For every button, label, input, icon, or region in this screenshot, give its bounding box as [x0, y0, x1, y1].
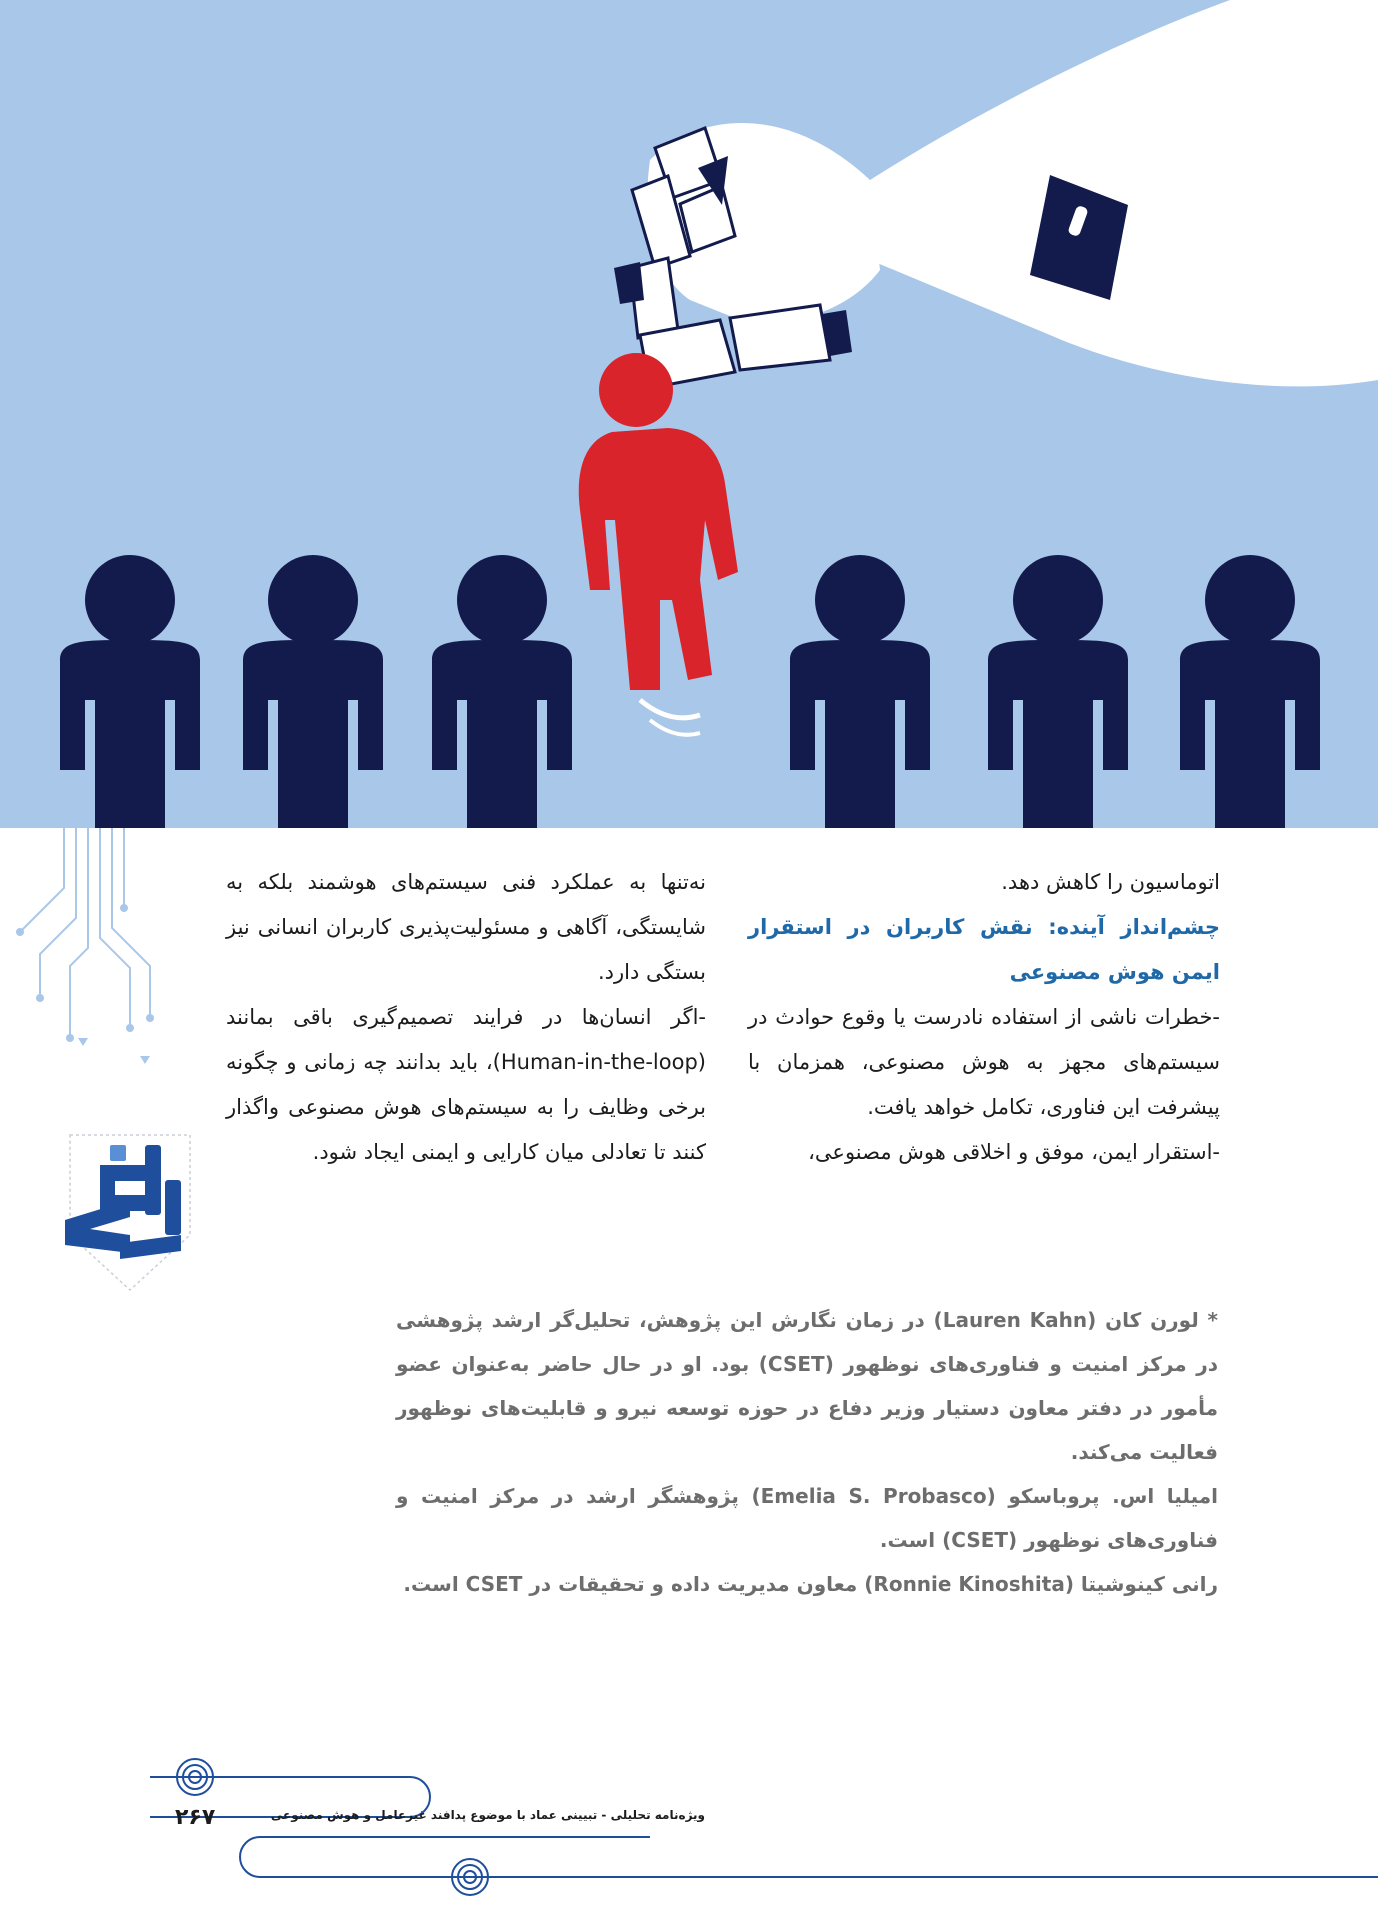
page-number: ۲۶۷ [175, 1805, 216, 1830]
paragraph: -خطرات ناشی از استفاده نادرست یا وقوع حوادث در سیستم‌های مجهز به هوش مصنوعی، همزمان با پیشرفت این فناوری، تکامل خواهد یافت. [748, 1005, 1220, 1119]
right-column [748, 860, 1220, 1175]
person-icon [1180, 555, 1320, 828]
person-icon [432, 555, 572, 828]
robot-hand-icon [614, 0, 1378, 388]
circuit-decoration [0, 828, 200, 1068]
intro-line: اتوماسیون را کاهش دهد. [1001, 870, 1220, 894]
footnote: رانی کینوشیتا (Ronnie Kinoshita) معاون مدیریت داده و تحقیقات در CSET است. [403, 1572, 1218, 1596]
footnotes [396, 1298, 1218, 1606]
person-icon [60, 555, 200, 828]
person-icon [790, 555, 930, 828]
footnote: * لورن کان (Lauren Kahn) در زمان نگارش این پژوهش، تحلیل‌گر ارشد پژوهشی در مرکز امنیت و فناوری‌های نوظهور (CSET) بود. او در حال حاضر به‌عنوان عضو مأمور در دفتر معاون دستیار وزیر دفاع در حوزه توسعه نیرو و قابلیت‌های نوظهور فعالیت می‌کند. [396, 1308, 1218, 1464]
paragraph: نه‌تنها به عملکرد فنی سیستم‌های هوشمند بلکه به شایستگی، آگاهی و مسئولیت‌پذیری کاربران انسانی نیز بستگی دارد. [226, 870, 706, 984]
person-icon [988, 555, 1128, 828]
section-heading: چشم‌انداز آینده: نقش کاربران در استقرار ایمن هوش مصنوعی [748, 915, 1220, 984]
journal-title: ویژه‌نامه تحلیلی - تبیینی عماد با موضوع پدافند غیرعامل و هوش مصنوعی [270, 1808, 705, 1822]
emad-logo [60, 1125, 200, 1295]
footer-decoration [0, 1755, 1378, 1929]
footnote: امیلیا اس. پروباسکو (Emelia S. Probasco) پژوهشگر ارشد در مرکز امنیت و فناوری‌های نوظهور (CSET) است. [396, 1484, 1218, 1552]
paragraph: -استقرار ایمن، موفق و اخلاقی هوش مصنوعی، [808, 1140, 1220, 1164]
hero-illustration [0, 0, 1378, 828]
paragraph: -اگر انسان‌ها در فرایند تصمیم‌گیری باقی بمانند (Human-in-the-loop)، باید بدانند چه زمانی و چگونه برخی وظایف را به سیستم‌های هوش مصنوعی واگذار کنند تا تعادلی میان کارایی و ایمنی ایجاد شود. [226, 1005, 706, 1164]
person-icon [243, 555, 383, 828]
red-person-icon [579, 353, 738, 690]
left-column [226, 860, 706, 1175]
